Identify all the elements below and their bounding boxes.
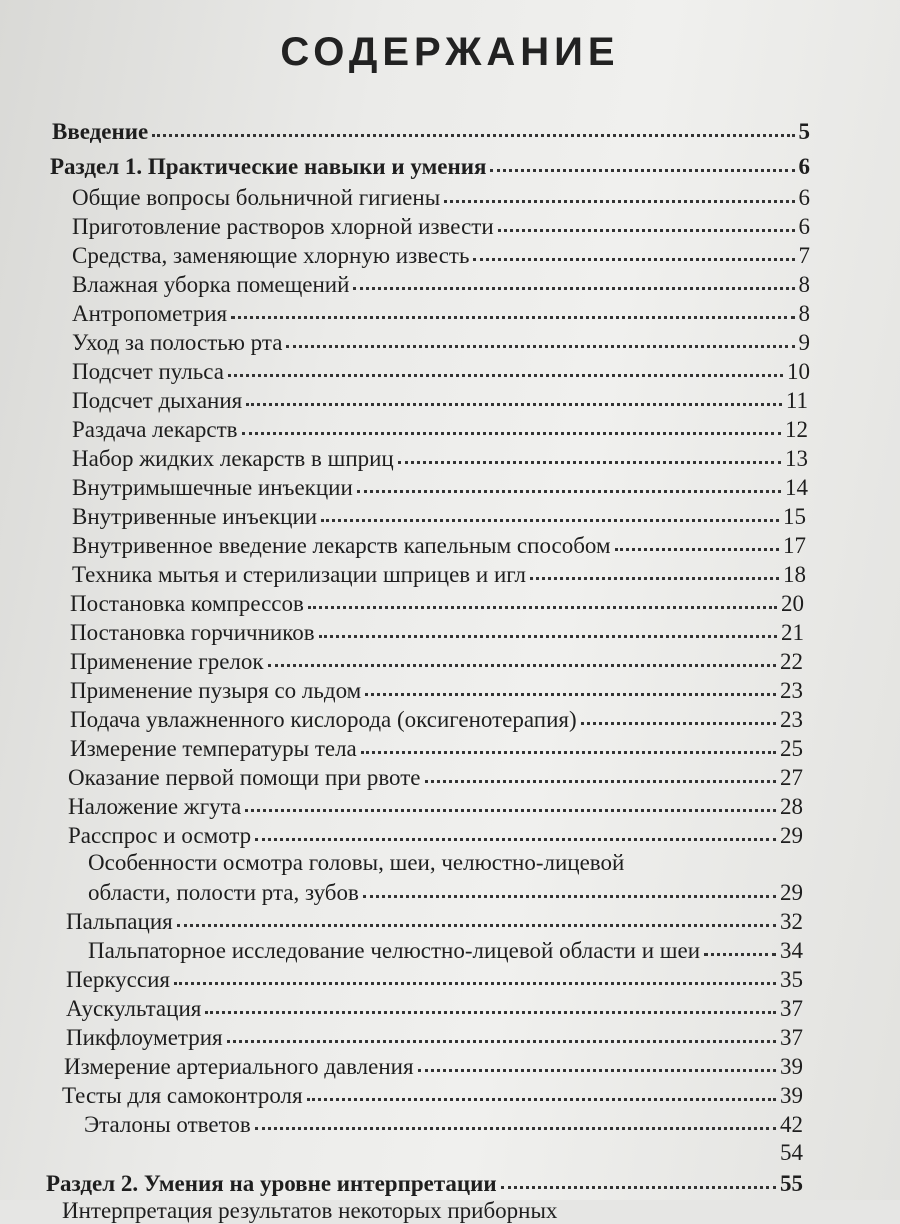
toc-entry: Подача увлажненного кислорода (оксигенотерапия) 23 (70, 707, 803, 732)
toc-entry: Антропометрия 8 (72, 301, 810, 326)
toc-entry: Наложение жгута 28 (68, 794, 803, 819)
toc-entry: Измерение артериального давления 39 (64, 1054, 803, 1079)
toc-entry: Аускультация 37 (66, 996, 803, 1021)
toc-entry: Пикфлоуметрия 37 (66, 1025, 803, 1050)
toc-entry: Постановка горчичников 21 (70, 620, 804, 645)
toc-entry: Тесты для самоконтроля 39 (62, 1083, 803, 1108)
toc-entry: Уход за полостью рта 9 (72, 330, 810, 355)
toc-entry: Оказание первой помощи при рвоте 27 (68, 765, 803, 790)
toc-section: Раздел 1. Практические навыки и умения 6 (50, 154, 810, 179)
toc-entry: Внутривенные инъекции 15 (72, 504, 806, 529)
toc-entry: Приготовление растворов хлорной извести 6 (72, 214, 810, 239)
toc-entry: Введение 5 (52, 119, 810, 144)
toc-subentry: области, полости рта, зубов 29 (88, 880, 803, 905)
toc-entry: Внутримышечные инъекции 14 (72, 475, 808, 500)
toc-entry: Средства, заменяющие хлорную известь 7 (72, 243, 810, 268)
toc-entry: Постановка компрессов 20 (70, 591, 804, 616)
toc-entry: Подсчет пульса 10 (72, 359, 810, 384)
page-title: СОДЕРЖАНИЕ (280, 30, 620, 74)
toc-entry: Пальпация 32 (66, 909, 803, 934)
toc-subentry: Эталоны ответов 42 (84, 1112, 803, 1137)
toc-entry: Применение пузыря со льдом 23 (70, 678, 803, 703)
toc-section: Раздел 2. Умения на уровне интерпретации 55 (46, 1171, 803, 1196)
toc-entry: Раздача лекарств 12 (72, 417, 808, 442)
toc-subentry: Пальпаторное исследование челюстно-лицевой области и шеи 34 (88, 938, 803, 963)
toc-entry: Перкуссия 35 (66, 967, 803, 992)
toc-entry: Расспрос и осмотр 29 (68, 823, 803, 848)
toc-entry: Общие вопросы больничной гигиены 6 (72, 185, 810, 210)
toc-entry-partial: Интерпретация результатов некоторых приборных (62, 1198, 558, 1223)
toc-entry: Внутривенное введение лекарств капельным способом 17 (72, 533, 806, 558)
toc-entry: Техника мытья и стерилизации шприцев и игл 18 (72, 562, 806, 587)
toc-entry: Подсчет дыхания 11 (72, 388, 808, 413)
toc-entry: Влажная уборка помещений 8 (72, 272, 810, 297)
toc-entry-continued: 54 (780, 1140, 803, 1165)
toc-entry: Измерение температуры тела 25 (70, 736, 803, 761)
toc-subentry-line: Особенности осмотра головы, шеи, челюстно-лицевой (88, 850, 625, 875)
toc-entry: Набор жидких лекарств в шприц 13 (72, 446, 808, 471)
toc-entry: Применение грелок 22 (70, 649, 803, 674)
